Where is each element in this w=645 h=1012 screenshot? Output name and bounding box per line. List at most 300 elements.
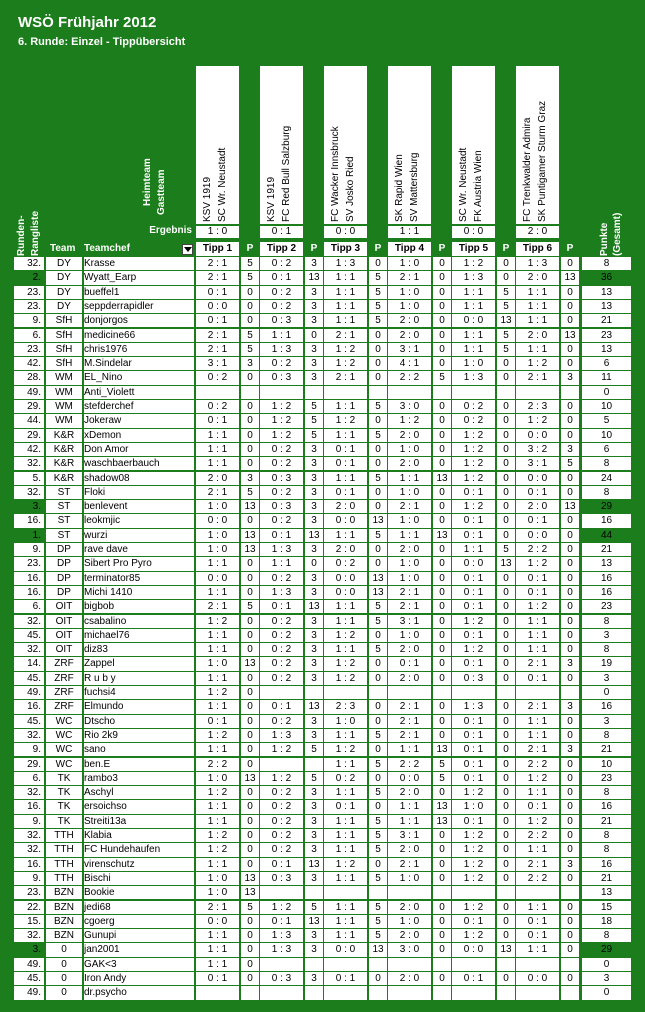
tipp-value: 0 : 0 [196,514,239,527]
tipp-value: 1 : 2 [196,843,239,856]
tipp-value: 2 : 0 [388,643,431,656]
tipp-points: 0 [433,343,451,356]
teamchef-name: fuchsi4 [84,686,194,699]
tipp-value: 0 : 1 [452,758,495,771]
punkte-label-2: (Gesamt) [612,212,623,256]
tipp-value: 1 : 2 [452,472,495,485]
tipp-value: 1 : 1 [196,629,239,642]
tipp-value: 2 : 1 [516,371,559,384]
tipp-points [305,758,323,771]
team-code: 0 [46,943,82,956]
tipp-points: 0 [561,557,579,570]
tipp-value: 1 : 1 [516,615,559,628]
tipp-points: 0 [561,257,579,270]
tipp-value: 2 : 1 [516,858,559,871]
tipp-value: 0 : 1 [452,629,495,642]
total-points: 29 [582,943,631,956]
tipp-value: 1 : 1 [388,472,431,485]
tipp-points: 13 [433,472,451,485]
tipp-value: 1 : 1 [324,815,367,828]
tipp-value [516,886,559,899]
tipp-points: 13 [241,772,259,785]
tipp-value: 3 : 1 [388,343,431,356]
team-code: BZN [46,901,82,914]
tipp-points: 0 [241,715,259,728]
tipp-points: 0 [497,600,515,613]
tipp-value: 1 : 2 [452,457,495,470]
tipp-value: 1 : 2 [452,643,495,656]
table-row [0,586,645,600]
total-points: 8 [582,729,631,742]
tipp-value: 2 : 1 [388,858,431,871]
table-row [0,286,645,300]
match-2-result: 0 : 1 [260,226,303,238]
table-row [0,600,645,614]
tipp-points: 0 [497,514,515,527]
total-points: 21 [582,314,631,327]
tipp-points: 0 [369,357,387,370]
round-rank: 16. [14,800,44,813]
tipp-value: 0 : 2 [260,457,303,470]
round-rank: 32. [14,486,44,499]
tipp-value: 1 : 1 [324,600,367,613]
tipp-value: 1 : 1 [324,872,367,885]
tipp-value [260,686,303,699]
tipp-points: 3 [305,800,323,813]
tipp-points: 0 [369,543,387,556]
tipp-value: 0 : 1 [452,486,495,499]
tipp-points: 0 [241,858,259,871]
round-rank: 32. [14,929,44,942]
tipp-value [452,686,495,699]
tipp-value: 1 : 0 [452,357,495,370]
tipp-value: 1 : 2 [516,600,559,613]
total-points: 10 [582,400,631,413]
table-row [0,786,645,800]
tipp-points: 0 [369,743,387,756]
tipp-value: 2 : 0 [388,843,431,856]
tipp-value: 2 : 1 [196,271,239,284]
table-row [0,815,645,829]
tipp-value: 0 : 1 [452,815,495,828]
team-code: WM [46,414,82,427]
tipp-points: 0 [369,457,387,470]
tipp-value: 0 : 3 [260,371,303,384]
tipp-value: 1 : 2 [196,829,239,842]
tipp-value: 0 : 1 [452,915,495,928]
tipp-value: 1 : 1 [516,715,559,728]
team-code: SfH [46,343,82,356]
tipp-value: 1 : 1 [516,901,559,914]
tipp-points: 3 [305,657,323,670]
tipp-value: 0 : 3 [260,872,303,885]
points-6-header: P [566,243,574,254]
tipp-value: 1 : 2 [196,615,239,628]
tipp-points: 0 [241,786,259,799]
tipp-value [388,886,431,899]
tipp-value: 2 : 1 [516,700,559,713]
team-header: Team [50,243,76,254]
tipp-points: 0 [433,615,451,628]
tipp-value: 0 : 1 [196,414,239,427]
tipp-points: 0 [497,357,515,370]
tipp-value: 0 : 1 [260,271,303,284]
tipp-points [369,886,387,899]
tipp-value: 1 : 2 [324,357,367,370]
tipp-points: 0 [433,915,451,928]
tipp-value: 0 : 2 [260,257,303,270]
tipp-points: 0 [241,829,259,842]
tipp-value [452,958,495,971]
table-row [0,514,645,528]
tipp-value: 1 : 1 [196,443,239,456]
team-code: K&R [46,472,82,485]
tipp-value: 0 : 1 [452,657,495,670]
tipp-points: 0 [433,929,451,942]
tipp-value: 1 : 2 [516,557,559,570]
tipp-points: 13 [369,943,387,956]
tipp-value: 1 : 2 [516,772,559,785]
round-rank: 9. [14,543,44,556]
team-code: TTH [46,858,82,871]
tipp-value: 1 : 0 [388,286,431,299]
tipp-value: 1 : 3 [260,729,303,742]
table-row [0,643,645,657]
teamchef-name: sano [84,743,194,756]
tipp-points: 0 [561,843,579,856]
tipp-value: 1 : 3 [452,371,495,384]
tipp-points: 5 [305,429,323,442]
match-5-result: 0 : 0 [452,226,495,238]
tipp-points: 5 [241,901,259,914]
tipp-value: 1 : 1 [452,286,495,299]
match-2-away: FC Red Bull Salzburg [281,125,292,222]
tipp-points: 5 [369,843,387,856]
tipp-value: 0 : 1 [196,972,239,985]
tipp-value [324,386,367,399]
tipp-points: 13 [369,572,387,585]
round-rank: 45. [14,672,44,685]
tipp-value: 0 : 1 [452,572,495,585]
tipp-value: 2 : 2 [516,758,559,771]
tipp-value: 1 : 1 [196,958,239,971]
tipp-value: 0 : 2 [260,715,303,728]
tipp-points: 0 [561,429,579,442]
team-code: WM [46,400,82,413]
tipp-value: 1 : 1 [196,858,239,871]
tipp-points: 0 [497,929,515,942]
tipp-points: 0 [497,843,515,856]
tipp-value: 2 : 0 [388,786,431,799]
teamchef-name: waschbaerbauch [84,457,194,470]
tipp-value [516,958,559,971]
teamchef-name: seppderrapidler [84,300,194,313]
tipp-value: 0 : 2 [260,672,303,685]
tipp-value: 0 : 1 [452,600,495,613]
tipp-value: 1 : 2 [452,929,495,942]
tipp-value: 1 : 1 [516,629,559,642]
tipp-value: 1 : 0 [388,629,431,642]
tipp-points: 0 [433,943,451,956]
tipp-points: 0 [561,314,579,327]
tipp-points: 5 [497,343,515,356]
round-rank: 23. [14,557,44,570]
tipp-points: 0 [433,271,451,284]
total-points: 10 [582,429,631,442]
tipp-value: 0 : 3 [452,672,495,685]
round-rank: 3. [14,943,44,956]
tipp-points [433,886,451,899]
tipp-points: 13 [433,529,451,542]
tipp-points: 5 [241,257,259,270]
tipp-value [260,886,303,899]
teamchef-name: benlevent [84,500,194,513]
tipp-value: 2 : 1 [196,486,239,499]
tipp-value [452,986,495,999]
tipp-value [516,986,559,999]
tipp-points: 13 [305,700,323,713]
tipp-value: 1 : 1 [452,543,495,556]
tipp-value: 1 : 1 [324,300,367,313]
tipp-points: 5 [497,300,515,313]
tipp-points: 0 [241,286,259,299]
tipp-value: 1 : 1 [516,314,559,327]
teamchef-name: cgoerg [84,915,194,928]
points-2-header: P [310,243,318,254]
tipp-points: 0 [561,514,579,527]
teamchef-filter-dropdown[interactable] [182,244,193,255]
tipp-value: 2 : 1 [516,743,559,756]
tipp-value: 1 : 1 [260,329,303,342]
round-rank: 32. [14,829,44,842]
tipp-value: 1 : 0 [324,715,367,728]
match-3-home: FC Wacker Innsbruck [330,126,341,222]
tipp-points: 0 [497,786,515,799]
team-code: BZN [46,929,82,942]
tipp-5-header: Tipp 5 [452,242,495,256]
tipp-value: 0 : 0 [516,529,559,542]
tipp-value: 1 : 1 [196,557,239,570]
teamchef-name: shadow08 [84,472,194,485]
tipp-value: 1 : 1 [388,815,431,828]
tipp-points: 3 [305,572,323,585]
round-rank: 29. [14,758,44,771]
tipp-points: 5 [241,329,259,342]
tipp-points: 3 [305,586,323,599]
team-code: WM [46,371,82,384]
tipp-value: 1 : 2 [452,500,495,513]
match-6-result: 2 : 0 [516,226,559,238]
tipp-value: 0 : 0 [452,314,495,327]
tipp-value [516,386,559,399]
punkte-label-1: Punkte [599,222,610,256]
tipp-points: 0 [497,257,515,270]
tipp-points: 0 [561,715,579,728]
tipp-value: 1 : 3 [260,929,303,942]
teamchef-name: rambo3 [84,772,194,785]
total-points: 8 [582,643,631,656]
tipp-value: 2 : 3 [324,700,367,713]
tipp-points: 0 [241,457,259,470]
points-3-header: P [374,243,382,254]
team-code: WC [46,758,82,771]
tipp-points: 0 [433,300,451,313]
tipp-points: 5 [497,543,515,556]
total-points: 15 [582,901,631,914]
tipp-value: 0 : 2 [260,829,303,842]
round-rank: 6. [14,600,44,613]
tipp-value: 1 : 1 [388,743,431,756]
tipp-value: 1 : 2 [324,629,367,642]
teamchef-name: xDemon [84,429,194,442]
tipp-value: 1 : 1 [196,815,239,828]
teamchef-header: Teamchef [84,243,130,254]
tipp-value: 1 : 0 [388,486,431,499]
round-rank: 16. [14,858,44,871]
tipp-points: 0 [433,257,451,270]
tipp-points: 0 [561,872,579,885]
total-points: 13 [582,886,631,899]
tipp-value [260,386,303,399]
tipp-points: 0 [433,843,451,856]
tipp-value: 0 : 2 [260,443,303,456]
tipp-value: 2 : 2 [516,829,559,842]
total-points: 13 [582,557,631,570]
team-code: TK [46,772,82,785]
tipp-points: 0 [497,271,515,284]
tipp-points [241,386,259,399]
tipp-points: 13 [305,915,323,928]
tipp-points: 0 [561,929,579,942]
tipp-points: 13 [433,800,451,813]
tipp-points: 0 [497,629,515,642]
table-row [0,943,645,957]
tipp-value: 0 : 1 [388,657,431,670]
teamchef-name: Bookie [84,886,194,899]
team-code: 0 [46,958,82,971]
tipp-value: 1 : 2 [260,743,303,756]
round-rank: 3. [14,500,44,513]
tipp-points [561,686,579,699]
tipp-points: 3 [305,843,323,856]
tipp-points: 0 [561,343,579,356]
tipp-points: 5 [369,901,387,914]
round-rank: 6. [14,772,44,785]
tipp-points: 3 [305,371,323,384]
tipp-points: 0 [369,629,387,642]
tipp-points: 3 [561,443,579,456]
tipp-points: 0 [369,443,387,456]
tipp-value: 3 : 1 [388,829,431,842]
tipp-value: 1 : 1 [260,557,303,570]
tipp-value: 0 : 1 [516,929,559,942]
tipp-points: 0 [561,600,579,613]
tipp-points: 0 [369,715,387,728]
tipp-value: 1 : 2 [452,443,495,456]
round-rank: 42. [14,357,44,370]
tipp-value: 2 : 0 [388,929,431,942]
tipp-value: 1 : 1 [324,729,367,742]
tipp-value [388,958,431,971]
tipp-value: 1 : 0 [388,257,431,270]
tipp-points: 13 [369,514,387,527]
tipp-value: 4 : 1 [388,357,431,370]
total-points: 3 [582,715,631,728]
tipp-points: 0 [497,972,515,985]
tipp-value: 0 : 2 [196,371,239,384]
match-2-home: KSV 1919 [266,176,277,222]
tipp-value: 0 : 1 [452,514,495,527]
tipp-points: 5 [241,271,259,284]
tipp-value: 1 : 1 [196,643,239,656]
teamchef-name: Don Amor [84,443,194,456]
tipp-value: 1 : 0 [196,500,239,513]
tipp-points: 0 [497,700,515,713]
tipp-value: 3 : 1 [516,457,559,470]
tipp-value: 0 : 1 [324,486,367,499]
tipp-points: 13 [433,815,451,828]
tipp-points [369,686,387,699]
tipp-1-header: Tipp 1 [196,242,239,256]
total-points: 0 [582,686,631,699]
tipp-points: 13 [241,886,259,899]
tipp-value: 1 : 0 [388,557,431,570]
team-code: WC [46,743,82,756]
tipp-value: 2 : 1 [196,343,239,356]
tipp-value: 1 : 2 [452,843,495,856]
table-row [0,486,645,500]
teamchef-name: Wyatt_Earp [84,271,194,284]
tipp-value: 1 : 1 [516,943,559,956]
tipp-value: 1 : 2 [516,815,559,828]
tipp-points: 3 [305,643,323,656]
tipp-points: 5 [497,286,515,299]
tipp-points [497,958,515,971]
team-code: ST [46,514,82,527]
team-code: 0 [46,972,82,985]
table-row [0,929,645,943]
tipp-points: 3 [561,858,579,871]
tipp-points: 0 [497,643,515,656]
tipp-value: 0 : 1 [260,700,303,713]
total-points: 0 [582,386,631,399]
table-row [0,715,645,729]
tipp-value: 1 : 1 [324,429,367,442]
runden-label-1: Runden- [16,215,27,256]
tipp-points: 0 [369,772,387,785]
table-row [0,772,645,786]
total-points: 8 [582,786,631,799]
teamchef-name: ben.E [84,758,194,771]
tipp-value: 0 : 2 [452,414,495,427]
teamchef-name: bueffel1 [84,286,194,299]
tipp-points: 5 [369,829,387,842]
tipp-points [561,886,579,899]
table-row [0,700,645,714]
total-points: 13 [582,343,631,356]
teamchef-name: virenschutz [84,858,194,871]
tipp-value: 2 : 0 [388,543,431,556]
tipp-points: 5 [369,643,387,656]
tipp-points: 0 [497,586,515,599]
tipp-value: 1 : 1 [388,529,431,542]
teamchef-name: Jokeraw [84,414,194,427]
tipp-value: 0 : 1 [452,529,495,542]
tipp-value: 1 : 1 [196,929,239,942]
tipp-points: 5 [369,729,387,742]
tipp-points: 0 [497,872,515,885]
total-points: 6 [582,357,631,370]
